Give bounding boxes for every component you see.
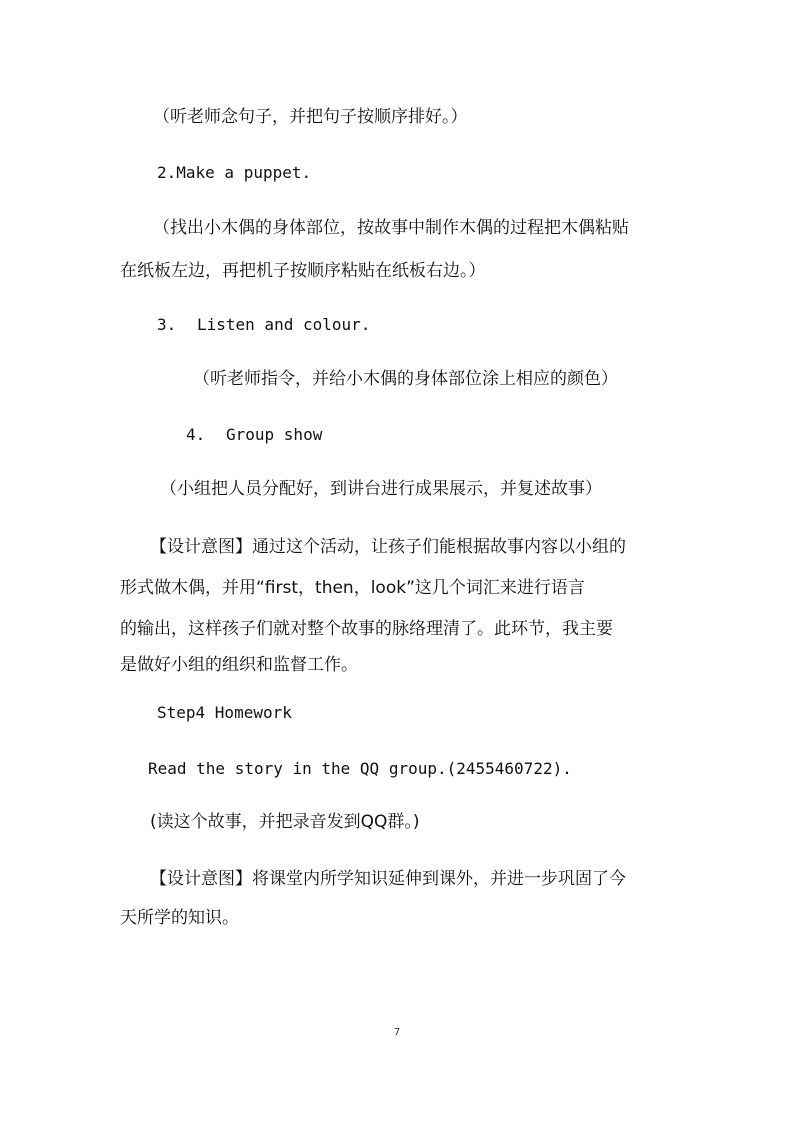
activity-heading (186, 425, 322, 445)
paragraph-line: （找出小木偶的身体部位，按故事中制作木偶的过程把木偶粘贴 (153, 218, 629, 238)
paragraph-line: 形式做木偶，并用“first，then，look”这几个词汇来进行语言 (120, 578, 585, 598)
paragraph-line: （听老师指令，并给小木偶的身体部位涂上相应的颜色） (193, 369, 618, 389)
paragraph-line: 【设计意图】通过这个活动，让孩子们能根据故事内容以小组的 (150, 537, 626, 557)
paragraph-line: 的输出，这样孩子们就对整个故事的脉络理清了。此环节，我主要 (120, 619, 613, 639)
section-heading: Step4 Homework (157, 703, 292, 722)
list-number: 3. (157, 315, 177, 334)
paragraph-line: 天所学的知识。 (120, 908, 239, 928)
activity-title: Group show (226, 425, 323, 444)
paragraph-line: Read the story in the QQ group.(2455460722). (148, 759, 572, 778)
paragraph-line: 是做好小组的组织和监督工作。 (120, 655, 358, 675)
activity-heading: 2.Make a puppet. (157, 163, 312, 182)
paragraph-line: 【设计意图】将课堂内所学知识延伸到课外，并进一步巩固了今 (150, 869, 626, 889)
activity-title: Listen and colour. (197, 315, 371, 334)
paragraph-line: 在纸板左边，再把机子按顺序粘贴在纸板右边。） (120, 261, 486, 281)
paragraph-line: （小组把人员分配好，到讲台进行成果展示，并复述故事） (160, 479, 602, 499)
activity-heading (157, 315, 370, 335)
list-number: 4. (186, 425, 206, 444)
paragraph-line: （听老师念句子，并把句子按顺序排好。） (153, 107, 468, 127)
page-number: 7 (393, 1027, 401, 1038)
paragraph-line: (读这个故事，并把录音发到QQ群。) (150, 812, 420, 832)
